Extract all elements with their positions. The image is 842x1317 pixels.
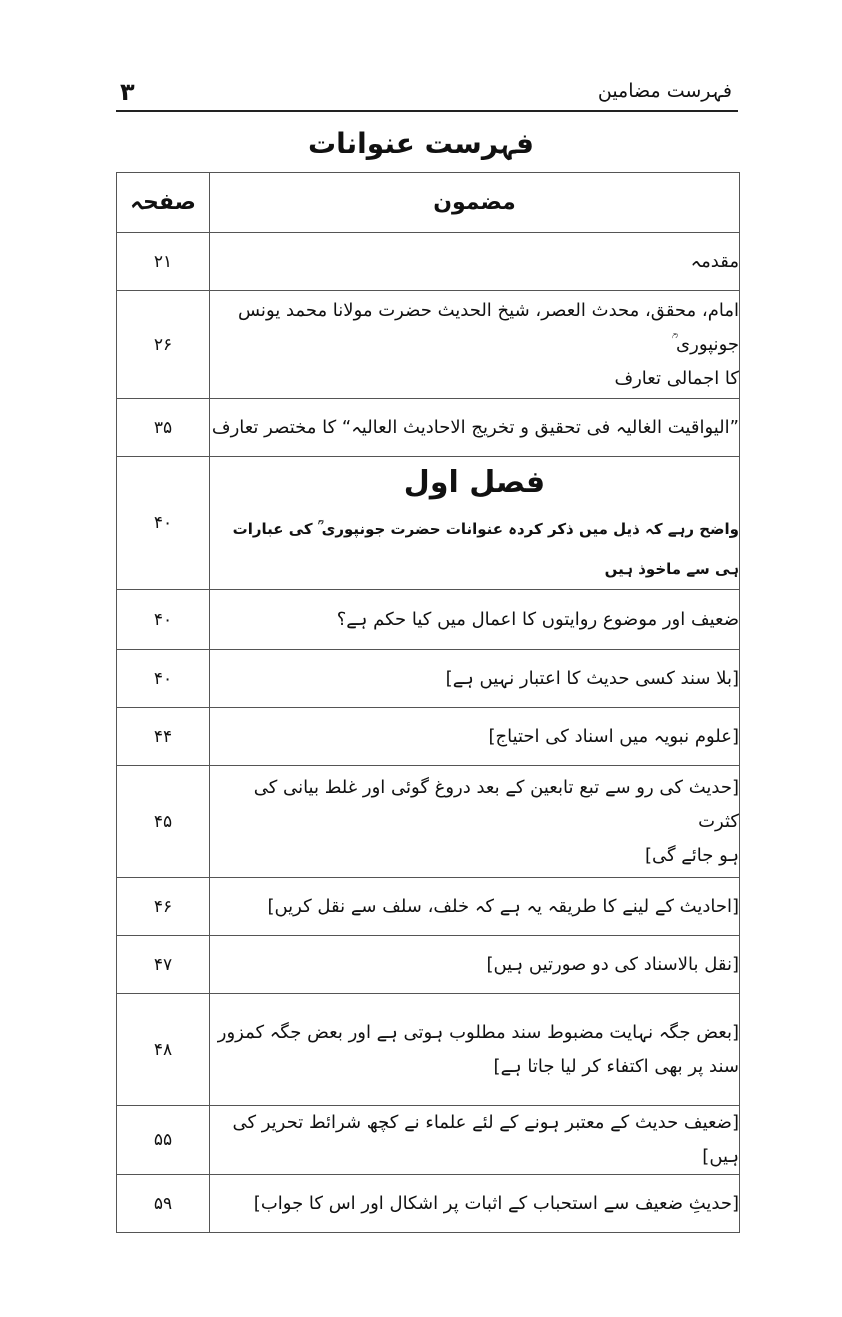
toc-subject-line: سند پر بھی اکتفاء کر لیا جاتا ہے] <box>493 1055 739 1077</box>
toc-subject <box>210 1106 740 1175</box>
toc-page-number: ۲۱ <box>117 233 210 291</box>
toc-subject-line: [بلا سند کسی حدیث کا اعتبار نہیں ہے] <box>445 667 739 689</box>
toc-page-number: ۴۰ <box>117 590 210 650</box>
toc-subject <box>210 590 740 650</box>
toc-row <box>117 1106 740 1175</box>
toc-subject-line: [نقل بالاسناد کی دو صورتیں ہیں] <box>486 953 739 975</box>
toc-header-row <box>117 173 740 233</box>
col-subject-label: مضمون <box>210 173 740 233</box>
toc-subject-line: [علوم نبویہ میں اسناد کی احتیاج] <box>488 725 739 747</box>
toc-subject-line: ”الیواقیت الغالیہ فی تحقیق و تخریج الاحادیث العالیہ“ کا مختصر تعارف <box>211 416 739 438</box>
toc-page-number: ۴۴ <box>117 708 210 766</box>
toc-subject <box>210 994 740 1106</box>
toc-page-number: ۵۹ <box>117 1175 210 1233</box>
page-number: ۳ <box>120 78 135 106</box>
page-header <box>118 78 736 108</box>
toc-row <box>117 1175 740 1233</box>
toc-subject-line: [احادیث کے لینے کا طریقہ یہ ہے کہ خلف، سلف سے نقل کریں] <box>267 895 739 917</box>
toc-subject <box>210 1175 740 1233</box>
toc-row <box>117 994 740 1106</box>
toc-subject <box>210 650 740 708</box>
running-head: فہرست مضامین <box>597 80 732 102</box>
toc-subject <box>210 291 740 399</box>
section-title: فصل اول <box>403 465 546 500</box>
toc-subject-line: [ضعیف حدیث کے معتبر ہونے کے لئے علماء نے کچھ شرائط تحریر کی ہیں] <box>232 1112 739 1167</box>
toc-row <box>117 708 740 766</box>
toc-table <box>116 172 740 1233</box>
toc-page-number: ۲۶ <box>117 291 210 399</box>
header-rule <box>116 110 738 112</box>
toc-page-number: ۴۰ <box>117 457 210 590</box>
toc-title: فہرست عنوانات <box>308 127 534 160</box>
toc-page-number: ۳۵ <box>117 399 210 457</box>
toc-subject <box>210 708 740 766</box>
toc-page-number: ۵۵ <box>117 1106 210 1175</box>
toc-row <box>117 590 740 650</box>
toc-subject-line: کا اجمالی تعارف <box>614 367 739 389</box>
toc-row <box>117 291 740 399</box>
toc-subject-line: [بعض جگہ نہایت مضبوط سند مطلوب ہوتی ہے اور بعض جگہ کمزور <box>217 1021 739 1043</box>
toc-page-number: ۴۶ <box>117 878 210 936</box>
toc-row <box>117 233 740 291</box>
toc-subject <box>210 457 740 590</box>
col-page-label: صفحہ <box>117 173 210 233</box>
toc-subject <box>210 766 740 878</box>
toc-subject <box>210 233 740 291</box>
toc-subject-line: امام، محقق، محدث العصر، شیخ الحدیث حضرت مولانا محمد یونس جونپوری ؒ <box>237 299 739 355</box>
toc-row <box>117 878 740 936</box>
toc-page-number: ۴۸ <box>117 994 210 1106</box>
toc-row <box>117 936 740 994</box>
toc-page-number: ۴۰ <box>117 650 210 708</box>
toc-subject-line: ہو جائے گی] <box>644 844 739 866</box>
toc-row <box>117 457 740 590</box>
toc-page-number: ۴۷ <box>117 936 210 994</box>
toc-subject <box>210 936 740 994</box>
toc-subject-line: مقدمہ <box>690 250 739 272</box>
toc-subject-line: [حدیث کی رو سے تبع تابعین کے بعد دروغ گوئی اور غلط بیانی کی کثرت <box>253 776 739 832</box>
toc-subject-line: [حدیثِ ضعیف سے استحباب کے اثبات پر اشکال اور اس کا جواب] <box>253 1192 739 1214</box>
toc-row <box>117 399 740 457</box>
toc-row <box>117 650 740 708</box>
toc-subject <box>210 878 740 936</box>
section-note: واضح رہے کہ ذیل میں ذکر کردہ عنوانات حضرت جونپوری ؒ کی عبارات ہی سے ماخوذ ہیں <box>232 520 739 578</box>
toc-page-number: ۴۵ <box>117 766 210 878</box>
toc-subject <box>210 399 740 457</box>
toc-subject-line: ضعیف اور موضوع روایتوں کا اعمال میں کیا حکم ہے؟ <box>336 608 739 630</box>
toc-row <box>117 766 740 878</box>
